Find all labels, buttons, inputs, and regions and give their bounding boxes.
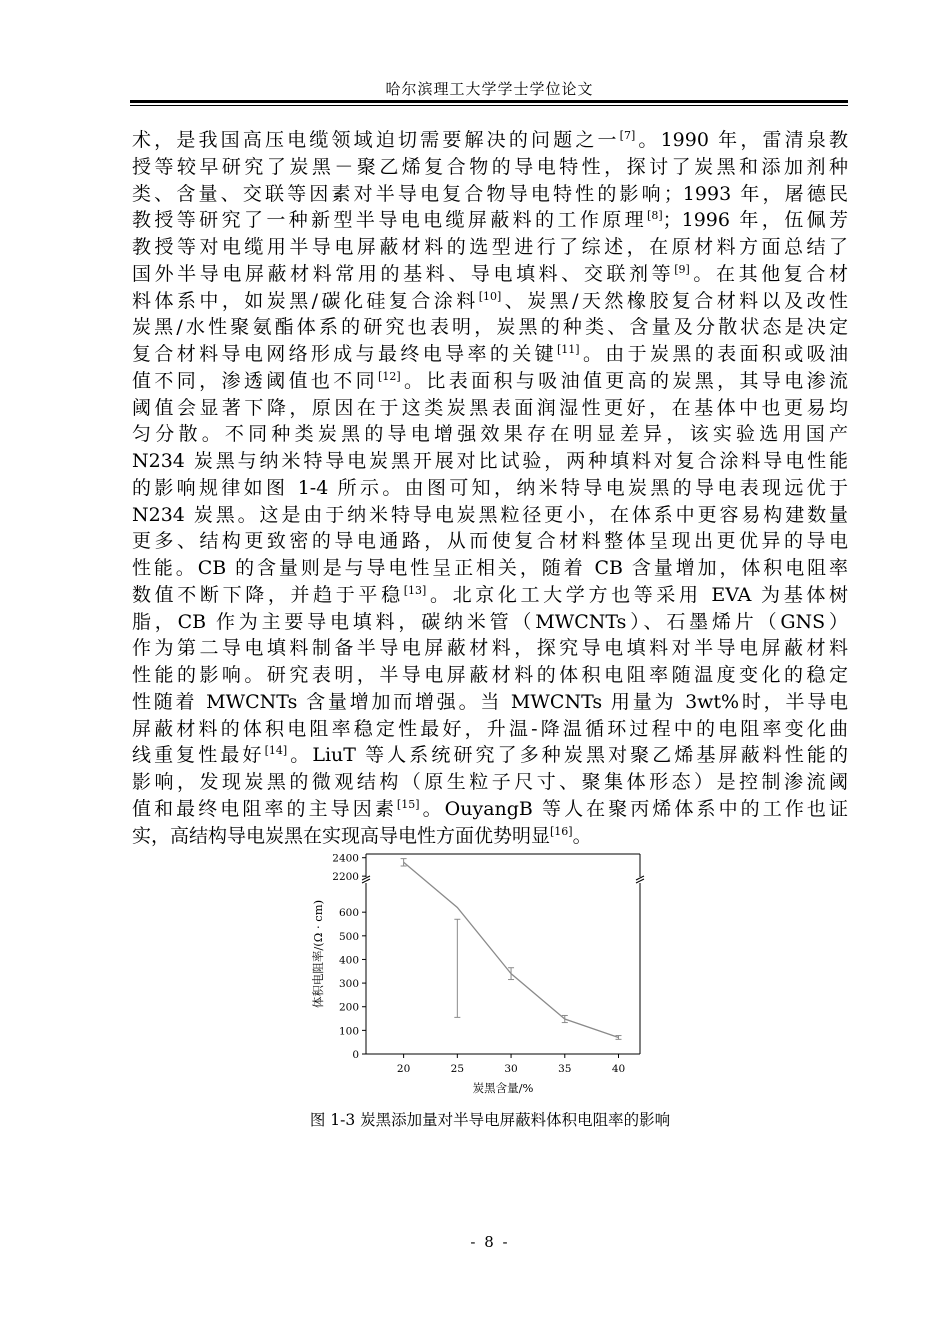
text-segment: 实，高结构导电炭黑在实现高导电性方面优势明显 <box>132 824 551 847</box>
citation-ref: [15] <box>396 797 420 811</box>
y-tick-label: 2400 <box>332 852 359 865</box>
text-segment: 。 <box>572 824 592 847</box>
text-segment: 、炭黑/天然橡胶复合材料以及改性 <box>501 289 848 312</box>
text-line <box>132 368 848 395</box>
text-segment: 。在其他复合材 <box>689 262 848 285</box>
x-tick-label: 30 <box>504 1063 518 1075</box>
citation-ref: [10] <box>478 289 502 303</box>
text-segment: 炭黑/水性聚氨酯体系的研究也表明，炭黑的种类、含量及分散状态是决定 <box>132 316 848 339</box>
y-tick-label: 100 <box>338 1025 359 1038</box>
text-line <box>132 448 848 475</box>
text-segment: 教授等对电缆用半导电屏蔽材料的选型进行了综述，在原材料方面总结了 <box>132 236 848 258</box>
text-segment: 术，是我国高压电缆领域迫切需要解决的问题之一 <box>132 129 620 151</box>
text-segment: 数值不断下降，并趋于平稳 <box>132 583 404 606</box>
text-segment: 值不同，渗透阈值也不同 <box>132 369 379 392</box>
text-line <box>132 314 848 341</box>
y-tick-label: 2200 <box>332 871 359 884</box>
text-line <box>132 475 848 502</box>
text-segment: 复合材料导电网络形成与最终电导率的关键 <box>132 343 557 365</box>
text-segment: 教授等研究了一种新型半导电电缆屏蔽料的工作原理 <box>132 209 648 232</box>
text-line <box>132 181 848 208</box>
citation-ref: [8] <box>647 209 663 223</box>
text-line <box>132 742 848 769</box>
text-line <box>132 502 848 529</box>
x-tick-label: 35 <box>558 1063 572 1075</box>
text-segment: 。1990 年，雷清泉教 <box>635 129 848 151</box>
text-line <box>132 421 848 448</box>
text-segment: 授等较早研究了炭黑－聚乙烯复合物的导电特性，探讨了炭黑和添加剂种 <box>132 155 848 178</box>
text-segment: 线重复性最好 <box>132 744 265 767</box>
citation-ref: [13] <box>403 583 427 597</box>
text-line <box>132 207 848 234</box>
text-line <box>132 288 848 315</box>
figure-caption: 图 1-3 炭黑添加量对半导电屏蔽料体积电阻率的影响 <box>309 1111 671 1129</box>
x-axis-label: 炭黑含量/% <box>472 1081 534 1095</box>
text-segment: 脂，CB 作为主要导电填料，碳纳米管（MWCNTs）、石墨烯片（GNS） <box>132 610 848 633</box>
text-line <box>132 528 848 555</box>
header-rule-thin <box>130 105 848 106</box>
text-segment: N234 炭黑与纳米特导电炭黑开展对比试验，两种填料对复合涂料导电性能 <box>132 450 848 472</box>
text-segment: 匀分散。不同种类炭黑的导电增强效果存在明显差异，该实验选用国产 <box>132 423 848 446</box>
y-tick-label: 300 <box>338 978 359 991</box>
text-segment: 更多、结构更致密的导电通路，从而使复合材料整体呈现出更优异的导电 <box>132 530 848 553</box>
text-segment: 。LiuT 等人系统研究了多种炭黑对聚乙烯基屏蔽料性能的 <box>287 744 848 767</box>
citation-ref: [9] <box>674 262 690 276</box>
page-number: - 8 - <box>470 1233 510 1251</box>
x-tick-label: 20 <box>396 1063 411 1075</box>
citation-ref: [11] <box>556 343 580 356</box>
text-segment: 。由于炭黑的表面积或吸油 <box>579 343 848 365</box>
text-segment: 料体系中，如炭黑/碳化硅复合涂料 <box>132 289 479 312</box>
text-line <box>132 261 848 288</box>
text-segment: 阈值会显著下降，原因在于这类炭黑表面润湿性更好，在基体中也更易均 <box>132 396 848 419</box>
y-tick-label: 400 <box>338 954 359 967</box>
x-tick-label: 40 <box>611 1063 626 1075</box>
text-segment: 性能的影响。研究表明，半导电屏蔽材料的体积电阻率随温度变化的稳定 <box>132 664 848 686</box>
text-line <box>132 716 848 743</box>
text-segment: 屏蔽材料的体积电阻率稳定性最好，升温-降温循环过程中的电阻率变化曲 <box>132 717 848 740</box>
y-tick-label: 200 <box>338 1001 359 1014</box>
text-line <box>132 395 848 422</box>
text-line <box>132 609 848 636</box>
text-segment: 类、含量、交联等因素对半导电复合物导电特性的影响；1993 年，屠德民 <box>132 182 848 205</box>
text-segment: 作为第二导电填料制备半导电屏蔽材料，探究导电填料对半导电屏蔽材料 <box>132 637 848 660</box>
y-tick-label: 0 <box>352 1049 359 1061</box>
text-line <box>132 234 848 261</box>
citation-ref: [12] <box>378 369 401 383</box>
text-segment: 。比表面积与吸油值更高的炭黑，其导电渗流 <box>400 369 848 392</box>
text-line <box>132 154 848 181</box>
text-line <box>132 635 848 662</box>
y-axis-label: 体积电阻率/(Ω · cm) <box>311 899 325 1009</box>
figure <box>300 848 660 1108</box>
text-segment: 性随着 MWCNTs 含量增加而增强。当 MWCNTs 用量为 3wt%时，半导电 <box>132 690 848 713</box>
text-line <box>132 689 848 716</box>
text-segment: 影响，发现炭黑的微观结构（原生粒子尺寸、聚集体形态）是控制渗流阈 <box>132 771 848 793</box>
text-segment: 值和最终电阻率的主导因素 <box>132 797 397 820</box>
text-segment: 。OuyangB 等人在聚丙烯体系中的工作也证 <box>419 797 848 820</box>
series-line <box>404 862 619 1037</box>
citation-ref: [14] <box>264 744 288 758</box>
text-line <box>132 769 848 796</box>
text-segment: 。北京化工大学方也等采用 EVA 为基体树 <box>426 583 848 606</box>
text-segment: 性能。CB 的含量则是与导电性呈正相关，随着 CB 含量增加，体积电阻率 <box>132 557 848 579</box>
body-paragraph <box>132 127 848 849</box>
text-segment: N234 炭黑。这是由于纳米特导电炭黑粒径更小，在体系中更容易构建数量 <box>132 503 848 526</box>
citation-ref: [16] <box>550 824 573 838</box>
text-line <box>132 582 848 609</box>
text-line <box>132 127 848 154</box>
text-segment: 的影响规律如图 1-4 所示。由图可知，纳米特导电炭黑的导电表现远优于 <box>132 476 848 499</box>
y-tick-label: 600 <box>338 907 359 920</box>
y-tick-label: 500 <box>338 930 359 943</box>
text-line <box>132 796 848 823</box>
header-rule <box>130 100 848 103</box>
x-tick-label: 25 <box>450 1063 465 1075</box>
resistivity-chart <box>300 848 660 1108</box>
text-line <box>132 555 848 582</box>
text-line <box>132 823 848 850</box>
running-header: 哈尔滨理工大学学士学位论文 <box>385 80 594 98</box>
text-segment: 国外半导电屏蔽材料常用的基料、导电填料、交联剂等 <box>132 262 675 285</box>
citation-ref: [7] <box>619 129 636 142</box>
text-line <box>132 662 848 689</box>
text-line <box>132 341 848 368</box>
text-segment: ；1996 年，伍佩芳 <box>662 209 848 232</box>
